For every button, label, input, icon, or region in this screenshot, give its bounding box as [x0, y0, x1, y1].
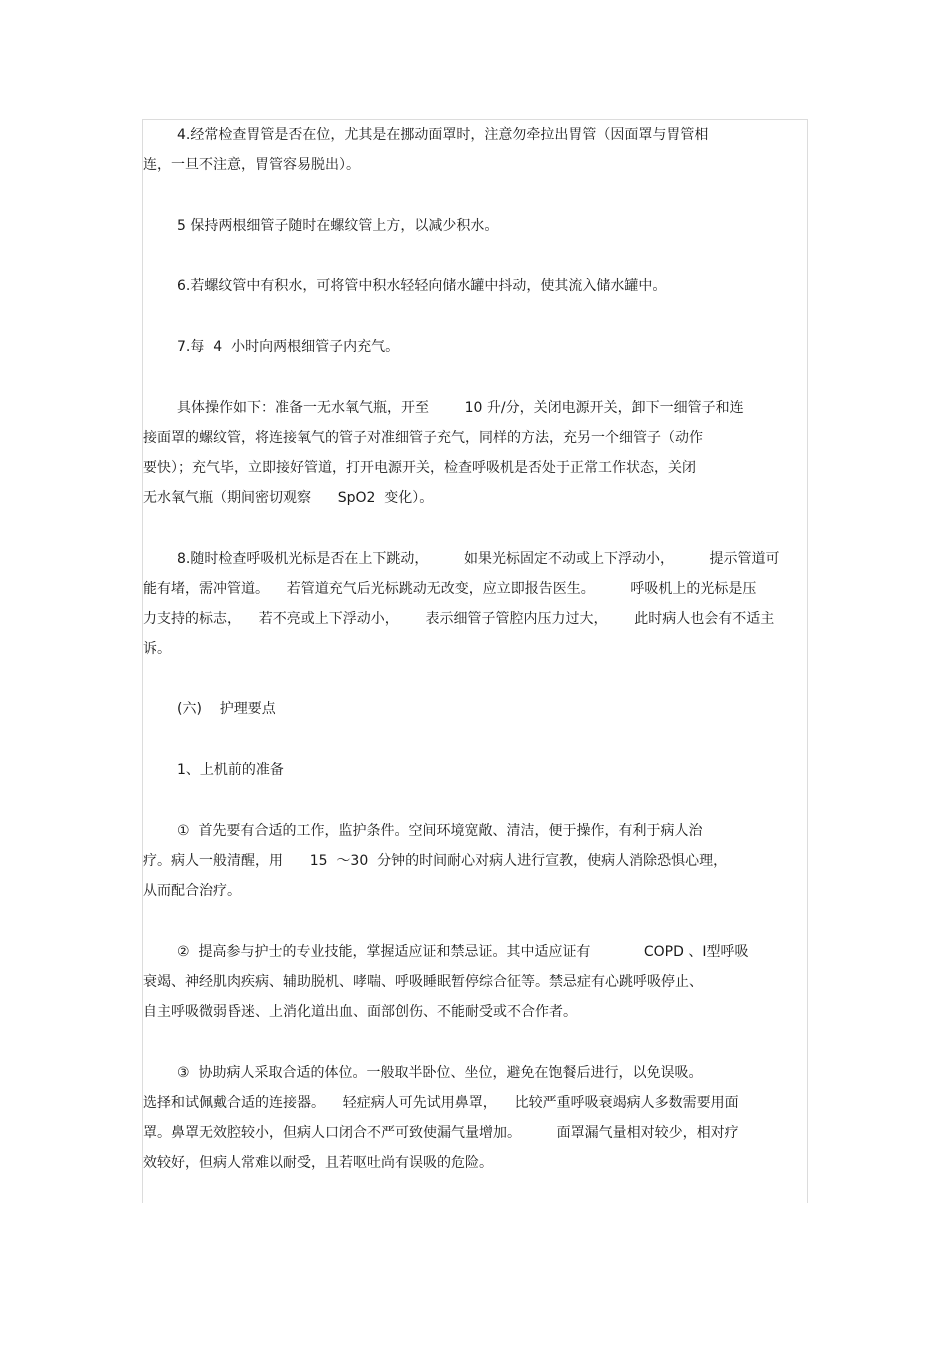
text-line: 具体操作如下：准备一无水氧气瓶，开至 10 升/分，关闭电源开关，卸下一细管子和连 [177, 400, 744, 416]
subsection-heading [143, 755, 807, 785]
text-line: 连，一旦不注意，胃管容易脱出）。 [143, 157, 360, 173]
text-line: 自主呼吸微弱昏迷、上消化道出血、面部创伤、不能耐受或不合作者。 [143, 1004, 577, 1020]
text-line: 7.每 4 小时向两根细管子内充气。 [177, 339, 400, 355]
paragraph-item-6 [143, 271, 807, 301]
text-line: 疗。病人一般清醒，用 15 ～30 分钟的时间耐心对病人进行宣教，使病人消除恐惧心理， [143, 853, 728, 869]
text-line: 6.若螺纹管中有积水，可将管中积水轻轻向储水罐中抖动，使其流入储水罐中。 [177, 278, 667, 294]
text-line: 选择和试佩戴合适的连接器。 轻症病人可先试用鼻罩， 比较严重呼吸衰竭病人多数需要用面 [143, 1095, 739, 1111]
text-line: 从而配合治疗。 [143, 883, 241, 899]
text-line: 1、上机前的准备 [177, 762, 284, 778]
text-line: 诉。 [143, 641, 171, 657]
text-line: 衰竭、神经肌肉疾病、辅助脱机、哮喘、呼吸睡眠暂停综合征等。禁忌症有心跳呼吸停止、 [143, 974, 703, 990]
text-line: ③ 协助病人采取合适的体位。一般取半卧位、坐位，避免在饱餐后进行，以免误吸。 [177, 1065, 703, 1081]
text-line: 效较好，但病人常难以耐受，且若呕吐尚有误吸的危险。 [143, 1155, 493, 1171]
text-line: 要快）；充气毕，立即接好管道，打开电源开关，检查呼吸机是否处于正常工作状态，关闭 [143, 460, 696, 476]
paragraph-item-8 [143, 544, 807, 664]
text-line: 接面罩的螺纹管，将连接氧气的管子对准细管子充气，同样的方法，充另一个细管子（动作 [143, 430, 703, 446]
paragraph-item-4 [143, 120, 807, 180]
section-heading [143, 694, 807, 724]
paragraph-circled-1 [143, 816, 807, 906]
text-line: 力支持的标志， 若不亮或上下浮动小， 表示细管子管腔内压力过大， 此时病人也会有不适主 [143, 611, 775, 627]
paragraph-item-5 [143, 211, 807, 241]
text-line: 8.随时检查呼吸机光标是否在上下跳动， 如果光标固定不动或上下浮动小， 提示管道可 [177, 551, 780, 567]
text-line: 5 保持两根细管子随时在螺纹管上方，以减少积水。 [177, 218, 499, 234]
paragraph-item-7 [143, 332, 807, 362]
text-line: ② 提高参与护士的专业技能，掌握适应证和禁忌证。其中适应证有 COPD 、Ⅰ型呼吸 [177, 944, 749, 960]
text-line: 无水氧气瓶（期间密切观察 SpO2 变化）。 [143, 490, 434, 506]
text-line: (六) 护理要点 [177, 701, 276, 717]
text-line: 能有堵，需冲管道。 若管道充气后光标跳动无改变，应立即报告医生。 呼吸机上的光标是压 [143, 581, 757, 597]
paragraph-circled-3 [143, 1058, 807, 1178]
paragraph-circled-2 [143, 937, 807, 1027]
text-line: 4.经常检查胃管是否在位，尤其是在挪动面罩时，注意勿牵拉出胃管（因面罩与胃管相 [177, 127, 709, 143]
text-line: 罩。鼻罩无效腔较小，但病人口闭合不严可致使漏气量增加。 面罩漏气量相对较少，相对疗 [143, 1125, 739, 1141]
text-line: ① 首先要有合适的工作，监护条件。空间环境宽敞、清洁，便于操作，有利于病人治 [177, 823, 703, 839]
paragraph-operation [143, 393, 807, 513]
